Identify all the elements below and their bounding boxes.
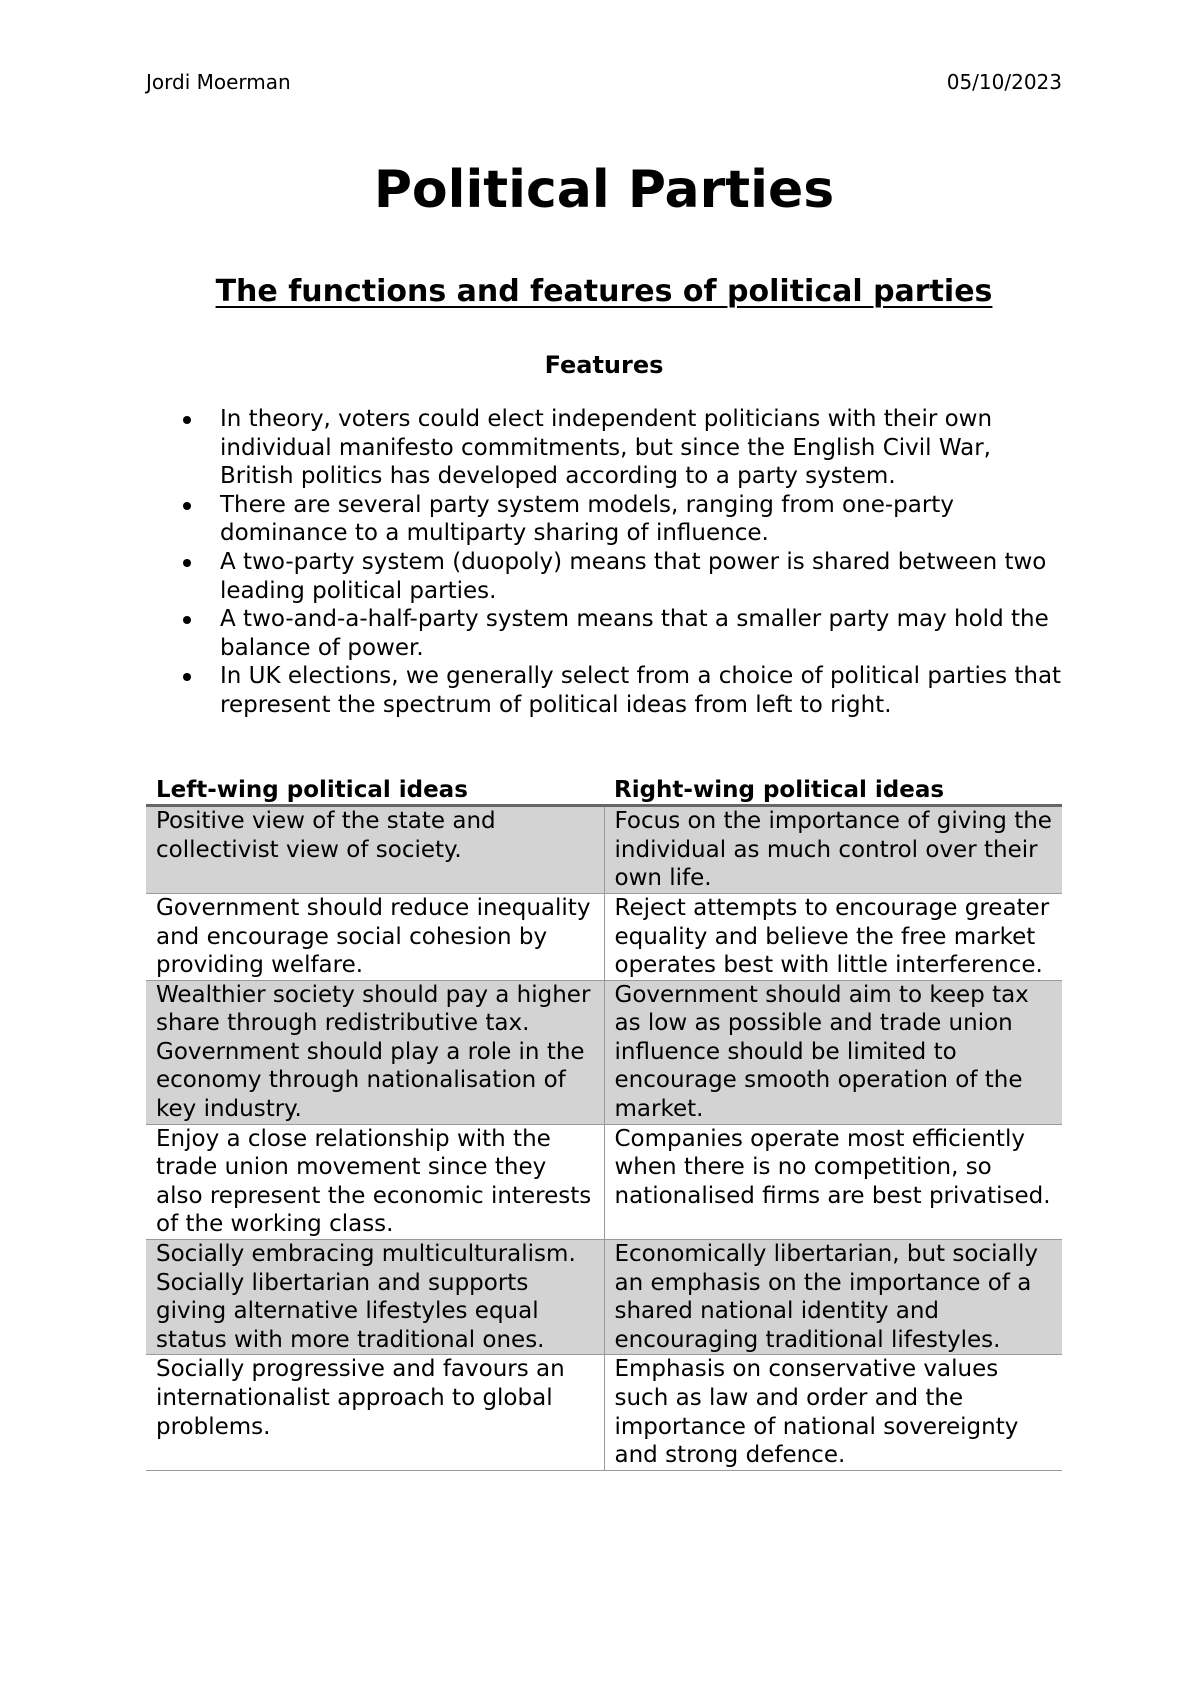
- document-page: [146, 70, 1062, 1471]
- author-name: Jordi Moerman: [146, 70, 291, 94]
- ideas-comparison-table: [146, 776, 1062, 1471]
- right-wing-cell: Government should aim to keep tax as low as possible and trade union influence should be limited to encourage smooth operation of the market.: [604, 980, 1062, 1124]
- features-heading: Features: [544, 351, 664, 379]
- list-item: [146, 605, 1062, 662]
- list-item-text: In UK elections, we generally select from a choice of political parties that represent the spectrum of political ideas from left to right.: [220, 663, 1062, 718]
- list-item: [146, 405, 1062, 491]
- features-list: [146, 405, 1062, 720]
- column-header-right-wing: Right-wing political ideas: [604, 776, 1062, 806]
- bullet-icon: [183, 559, 191, 567]
- bullet-icon: [183, 616, 191, 624]
- table-row: [146, 1124, 1062, 1239]
- table-row: [146, 1355, 1062, 1470]
- page-header: [146, 70, 1062, 94]
- table-row: [146, 980, 1062, 1124]
- list-item: [146, 662, 1062, 719]
- page-title: Political Parties: [373, 160, 835, 220]
- left-wing-cell: Government should reduce inequality and encourage social cohesion by providing welfare.: [146, 893, 604, 980]
- section-subtitle: The functions and features of political parties: [215, 274, 993, 309]
- list-item: [146, 548, 1062, 605]
- document-date: 05/10/2023: [946, 70, 1062, 94]
- left-wing-cell: Enjoy a close relationship with the trade union movement since they also represent the economic interests of the working class.: [146, 1124, 604, 1239]
- column-header-left-wing: Left-wing political ideas: [146, 776, 604, 806]
- list-item-text: A two-party system (duopoly) means that power is shared between two leading political parties.: [220, 548, 1047, 604]
- left-wing-cell: Socially embracing multiculturalism. Socially libertarian and supports giving alternative lifestyles equal status with more traditional ones.: [146, 1240, 604, 1355]
- list-item-text: There are several party system models, ranging from one-party dominance to a multiparty sharing of influence.: [220, 491, 954, 547]
- right-wing-cell: Reject attempts to encourage greater equality and believe the free market operates best with little interference.: [604, 893, 1062, 980]
- right-wing-cell: Economically libertarian, but socially an emphasis on the importance of a shared national identity and encouraging traditional lifestyles.: [604, 1240, 1062, 1355]
- list-item-text: A two-and-a-half-party system means that a smaller party may hold the balance of power.: [220, 606, 1049, 661]
- right-wing-cell: Companies operate most efficiently when there is no competition, so nationalised firms are best privatised.: [604, 1124, 1062, 1239]
- left-wing-cell: Wealthier society should pay a higher share through redistributive tax. Government should play a role in the economy through nationalisation of key industry.: [146, 980, 604, 1124]
- bullet-icon: [183, 416, 191, 424]
- list-item-text: In theory, voters could elect independent politicians with their own individual manifesto commitments, but since the English Civil War, British politics has developed according to a party system.: [220, 406, 993, 490]
- bullet-icon: [183, 673, 191, 681]
- table-row: [146, 893, 1062, 980]
- right-wing-cell: Emphasis on conservative values such as law and order and the importance of national sovereignty and strong defence.: [604, 1355, 1062, 1470]
- list-item: [146, 491, 1062, 548]
- table-row: [146, 806, 1062, 894]
- right-wing-cell: Focus on the importance of giving the individual as much control over their own life.: [604, 806, 1062, 894]
- table-row: [146, 1240, 1062, 1355]
- left-wing-cell: Positive view of the state and collectivist view of society.: [146, 806, 604, 894]
- left-wing-cell: Socially progressive and favours an internationalist approach to global problems.: [146, 1355, 604, 1470]
- bullet-icon: [183, 502, 191, 510]
- table-header-row: [146, 776, 1062, 806]
